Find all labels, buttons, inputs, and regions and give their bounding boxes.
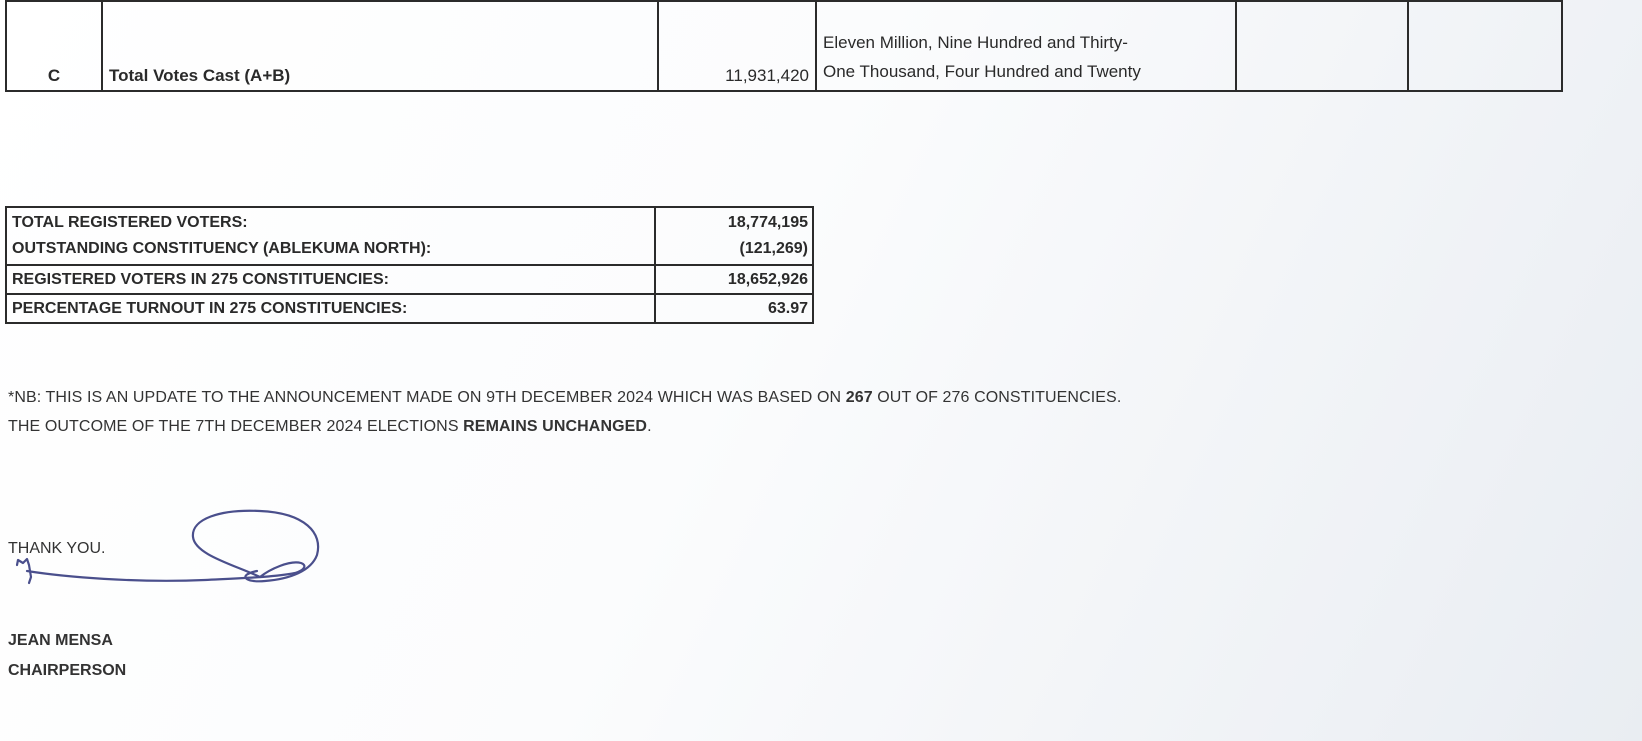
signer-title: CHAIRPERSON [8,662,127,679]
thank-you-text: THANK YOU. [8,540,106,557]
summary-value-group [655,207,813,265]
votes-table [5,0,1563,92]
total-registered-label: TOTAL REGISTERED VOTERS: [12,214,248,231]
note-emphasis: REMAINS UNCHANGED [463,418,648,435]
signer-name: JEAN MENSA [8,632,113,649]
turnout-value: 63.97 [655,294,813,323]
outstanding-label: OUTSTANDING CONSTITUENCY (ABLEKUMA NORTH): [12,240,432,257]
note-text: THE OUTCOME OF THE 7TH DECEMBER 2024 ELECTIONS [8,418,464,435]
total-registered-value: 18,774,195 [727,214,808,231]
table-row [6,265,813,294]
note-count: 267 [845,389,873,406]
signature-image [5,505,325,615]
votes-words-line1: Eleven Million, Nine Hundred and Thirty- [823,33,1128,52]
votes-number: 11,931,420 [658,1,816,91]
update-note [8,389,1121,407]
votes-in-words [816,1,1236,91]
note-text: OUT OF 276 CONSTITUENCIES. [872,389,1122,406]
votes-words-line2: One Thousand, Four Hundred and Twenty [823,62,1141,81]
empty-cell [1408,1,1562,91]
row-label: Total Votes Cast (A+B) [102,1,658,91]
outcome-note [8,418,652,436]
registered-275-value: 18,652,926 [655,265,813,294]
registered-275-label: REGISTERED VOTERS IN 275 CONSTITUENCIES: [6,265,655,294]
turnout-label: PERCENTAGE TURNOUT IN 275 CONSTITUENCIES: [6,294,655,323]
row-letter: C [6,1,102,91]
table-row [6,207,813,265]
note-text: . [647,418,652,435]
note-text: *NB: THIS IS AN UPDATE TO THE ANNOUNCEMENT MADE ON 9TH DECEMBER 2024 WHICH WAS BASED ON [8,389,846,406]
summary-table [5,206,814,324]
table-row [6,1,1562,91]
table-row [6,294,813,323]
empty-cell [1236,1,1408,91]
outstanding-value: (121,269) [739,240,808,257]
summary-label-group [6,207,655,265]
